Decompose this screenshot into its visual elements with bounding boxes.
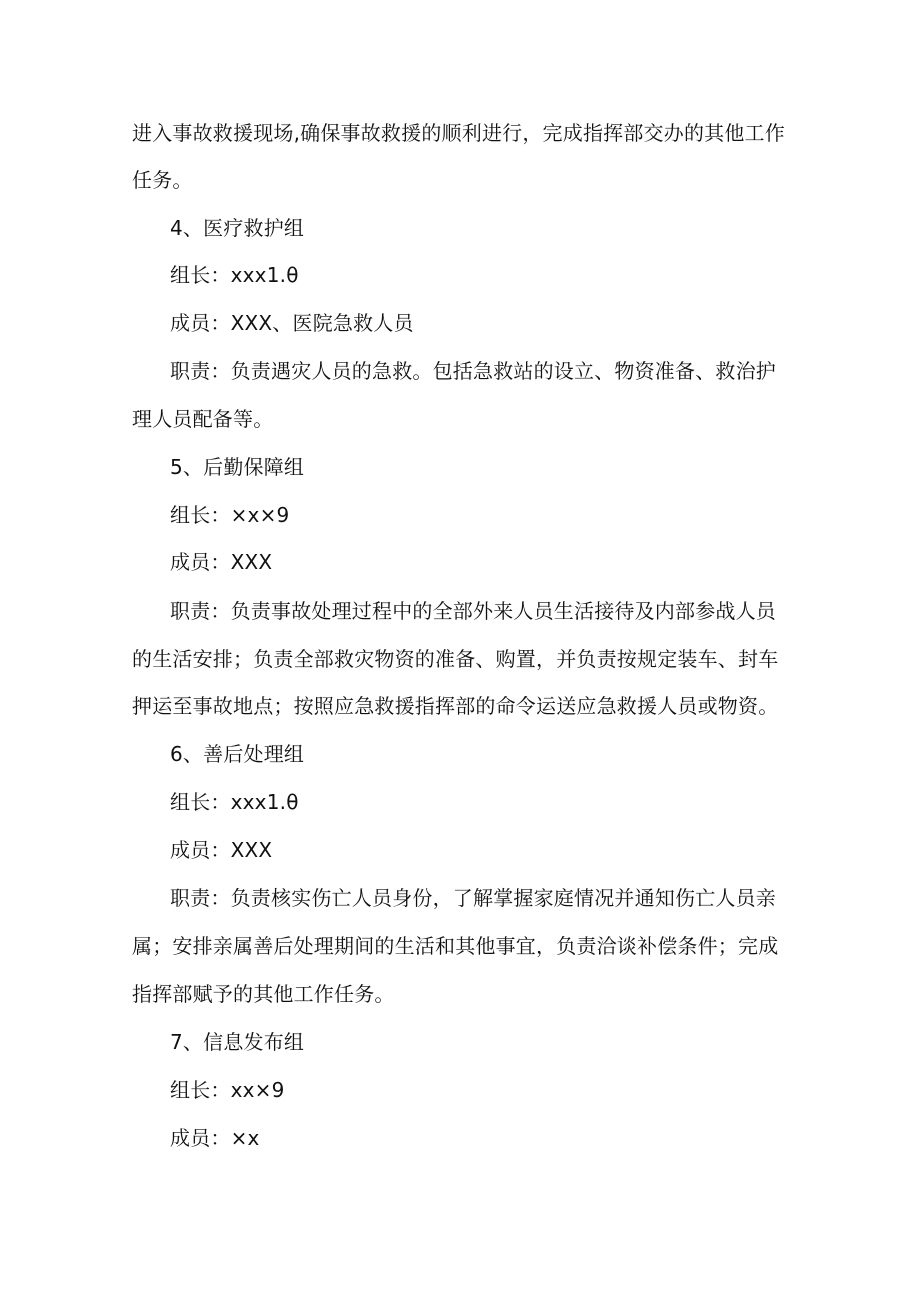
group-members-line: 成员：XXX — [170, 550, 273, 574]
duty-line: 理人员配备等。 — [132, 407, 274, 431]
group-members-line: 成员：XXX、医院急救人员 — [170, 311, 414, 335]
duty-line: 职责：负责核实伤亡人员身份，了解掌握家庭情况并通知伤亡人员亲 — [170, 886, 776, 910]
group-leader-line: 组长：xxx1.θ — [170, 790, 299, 814]
duty-line: 押运至事故地点；按照应急救援指挥部的命令运送应急救援人员或物资。 — [132, 694, 779, 718]
group-leader-line: 组长：×x×9 — [170, 503, 290, 527]
group-members-line: 成员：×x — [170, 1126, 260, 1150]
duty-line: 职责：负责事故处理过程中的全部外来人员生活接待及内部参战人员 — [170, 599, 776, 623]
group-leader-line: 组长：xxx1.θ — [170, 263, 299, 287]
group-members-line: 成员：XXX — [170, 838, 273, 862]
duty-line: 的生活安排；负责全部救灾物资的准备、购置，并负责按规定装车、封车 — [132, 647, 779, 671]
group-leader-line: 组长：xx×9 — [170, 1078, 285, 1102]
section-heading-logistics: 5、后勤保障组 — [170, 455, 305, 479]
paragraph-line: 任务。 — [132, 168, 193, 192]
section-heading-aftermath: 6、善后处理组 — [170, 742, 305, 766]
duty-line: 属；安排亲属善后处理期间的生活和其他事宜，负责洽谈补偿条件；完成 — [132, 934, 779, 958]
duty-line: 指挥部赋予的其他工作任务。 — [132, 982, 395, 1006]
section-heading-medical: 4、医疗救护组 — [170, 216, 305, 240]
section-heading-information: 7、信息发布组 — [170, 1030, 305, 1054]
paragraph-line: 进入事故救援现场,确保事故救援的顺利进行，完成指挥部交办的其他工作 — [132, 121, 785, 145]
duty-line: 职责：负责遇灾人员的急救。包括急救站的设立、物资准备、救治护 — [170, 359, 776, 383]
